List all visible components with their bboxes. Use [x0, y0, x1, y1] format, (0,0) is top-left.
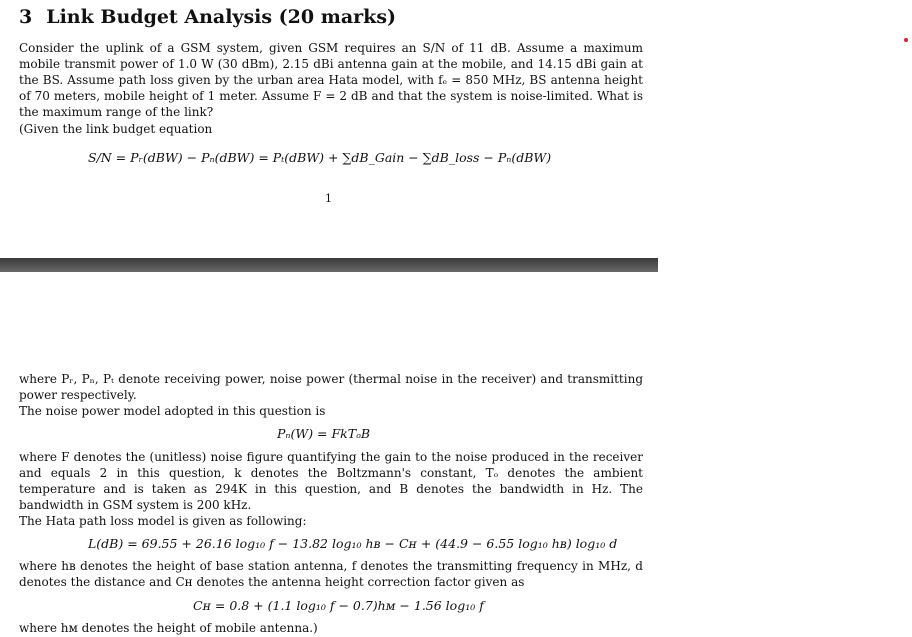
hata-equation: L(dB) = 69.55 + 26.16 log₁₀ f − 13.82 log₁₀ hʙ − Cʜ + (44.9 − 6.55 log₁₀ hʙ) log₁₀ d: [88, 536, 618, 551]
section-number: 3: [19, 6, 33, 28]
red-dot-marker: [904, 38, 908, 42]
noise-power-equation: Pₙ(W) = FkTₒB: [277, 426, 371, 441]
page-number: 1: [325, 192, 332, 205]
hata-intro: The Hata path loss model is given as following:: [19, 514, 307, 528]
hata-parameter-description: where hʙ denotes the height of base station antenna, f denotes the transmitting frequency in MHz, d denotes the distance and Cʜ denotes the antenna height correction factor given as: [19, 559, 643, 589]
link-budget-equation: S/N = Pᵣ(dBW) − Pₙ(dBW) = Pₜ(dBW) + ∑dB_Gain − ∑dB_loss − Pₙ(dBW): [88, 150, 552, 165]
correction-factor-equation: Cʜ = 0.8 + (1.1 log₁₀ f − 0.7)hᴍ − 1.56 log₁₀ f: [193, 598, 484, 613]
noise-parameter-description: where F denotes the (unitless) noise figure quantifying the gain to the noise produced in the receiver and equals 2 in this question, k denotes the Boltzmann's constant, Tₒ denotes the ambient temperature and is taken as 294K in this question, and B denotes the bandwidth in Hz. The bandwidth in GSM system is 200 kHz.: [19, 450, 643, 512]
noise-model-intro: The noise power model adopted in this question is: [19, 404, 326, 418]
power-definitions: where Pᵣ, Pₙ, Pₜ denote receiving power, noise power (thermal noise in the receiver) and transmitting power respectively.: [19, 372, 643, 402]
given-intro: (Given the link budget equation: [19, 122, 213, 136]
mobile-height-description: where hᴍ denotes the height of mobile antenna.): [19, 621, 318, 635]
section-title: Link Budget Analysis (20 marks): [46, 6, 396, 28]
section-heading: [19, 6, 396, 28]
page-divider: [0, 258, 658, 272]
problem-statement: Consider the uplink of a GSM system, given GSM requires an S/N of 11 dB. Assume a maximum mobile transmit power of 1.0 W (30 dBm), 2.15 dBi antenna gain at the mobile, and 14.15 dBi gain at the BS. Assume path loss given by the urban area Hata model, with fₑ = 850 MHz, BS antenna height of 70 meters, mobile height of 1 meter. Assume F = 2 dB and that the system is noise-limited. What is the maximum range of the link?: [19, 41, 643, 119]
